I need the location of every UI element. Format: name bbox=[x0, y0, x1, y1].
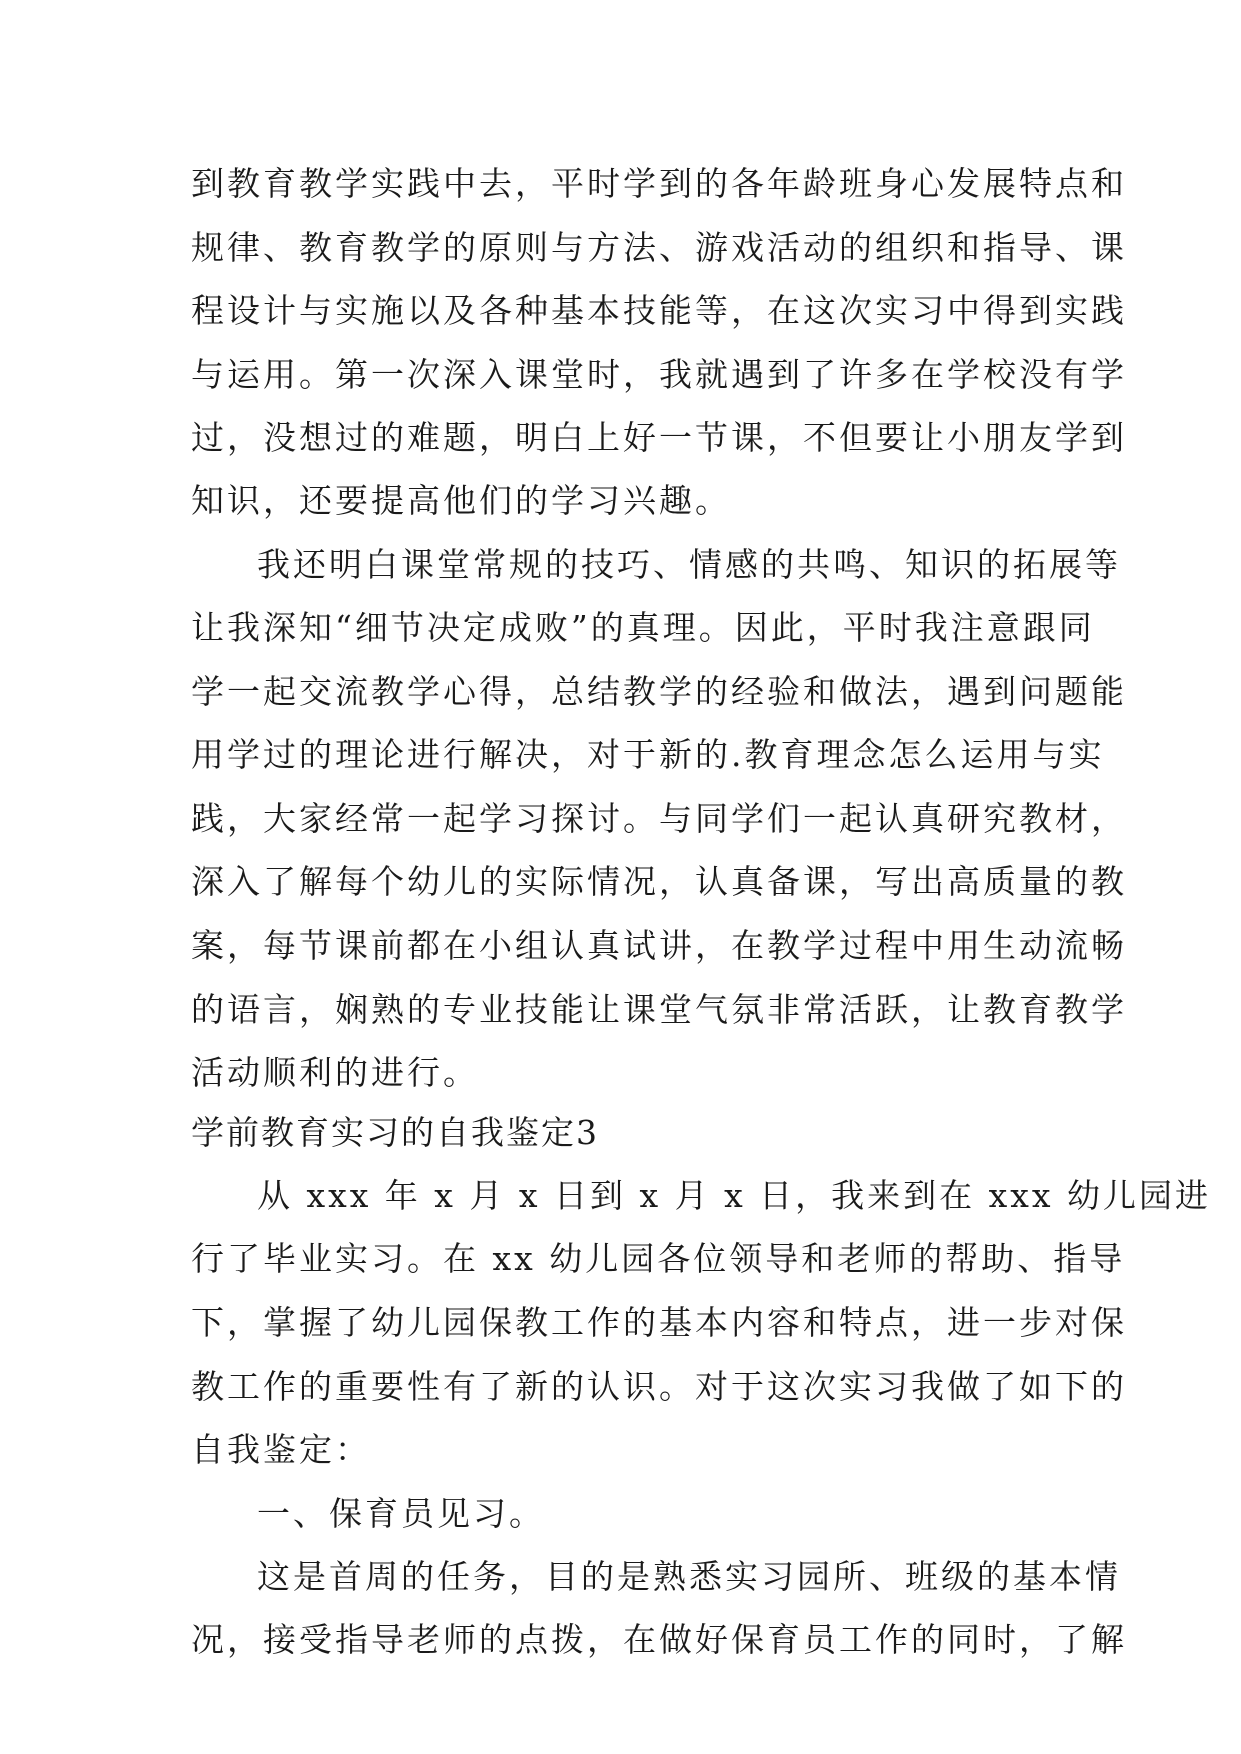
text-line: 深入了解每个幼儿的实际情况，认真备课，写出高质量的教 bbox=[191, 862, 1127, 901]
text-line: 用学过的理论进行解决，对于新的.教育理念怎么运用与实 bbox=[191, 735, 1105, 774]
paragraph-first-line: 我还明白课堂常规的技巧、情感的共鸣、知识的拓展等 bbox=[257, 545, 1121, 584]
paragraph-first-line: 这是首周的任务，目的是熟悉实习园所、班级的基本情 bbox=[257, 1557, 1121, 1596]
text-line: 行了毕业实习。在 xx 幼儿园各位领导和老师的帮助、指导 bbox=[191, 1239, 1126, 1278]
text-line: 到教育教学实践中去，平时学到的各年龄班身心发展特点和 bbox=[191, 164, 1127, 203]
text-line: 学一起交流教学心得，总结教学的经验和做法，遇到问题能 bbox=[191, 672, 1127, 711]
text-line: 程设计与实施以及各种基本技能等，在这次实习中得到实践 bbox=[191, 291, 1127, 330]
text-line: 活动顺利的进行。 bbox=[191, 1053, 479, 1092]
text-line: 让我深知“细节决定成败”的真理。因此，平时我注意跟同 bbox=[191, 608, 1095, 647]
subsection-heading: 一、保育员见习。 bbox=[257, 1494, 545, 1533]
text-line: 过，没想过的难题，明白上好一节课，不但要让小朋友学到 bbox=[191, 418, 1127, 457]
text-line: 教工作的重要性有了新的认识。对于这次实习我做了如下的 bbox=[191, 1367, 1127, 1406]
text-line: 自我鉴定： bbox=[191, 1430, 371, 1469]
text-line: 的语言，娴熟的专业技能让课堂气氛非常活跃，让教育教学 bbox=[191, 990, 1127, 1029]
text-line: 下，掌握了幼儿园保教工作的基本内容和特点，进一步对保 bbox=[191, 1303, 1127, 1342]
text-line: 知识，还要提高他们的学习兴趣。 bbox=[191, 481, 731, 520]
text-line: 践，大家经常一起学习探讨。与同学们一起认真研究教材， bbox=[191, 799, 1127, 838]
text-line: 规律、教育教学的原则与方法、游戏活动的组织和指导、课 bbox=[191, 228, 1127, 267]
text-line: 与运用。第一次深入课堂时，我就遇到了许多在学校没有学 bbox=[191, 355, 1127, 394]
section-heading: 学前教育实习的自我鉴定3 bbox=[191, 1113, 599, 1152]
text-line: 况，接受指导老师的点拨，在做好保育员工作的同时，了解 bbox=[191, 1620, 1127, 1659]
paragraph-first-line: 从 xxx 年 x 月 x 日到 x 月 x 日，我来到在 xxx 幼儿园进 bbox=[257, 1176, 1211, 1215]
text-line: 案，每节课前都在小组认真试讲，在教学过程中用生动流畅 bbox=[191, 926, 1127, 965]
